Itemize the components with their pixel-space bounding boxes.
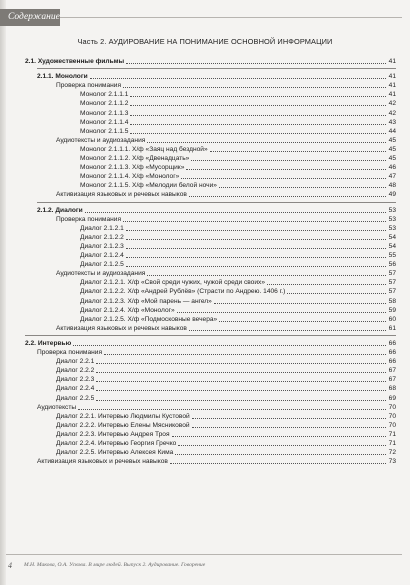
toc-entry[interactable]: [56, 366, 396, 375]
dot-leader: [175, 454, 386, 455]
toc-entry[interactable]: [56, 448, 396, 457]
dot-leader: [96, 363, 386, 364]
toc-entry-label: Активизация языковых и речевых навыков: [56, 324, 187, 332]
toc-entry-label: Диалог 2.1.2.4: [80, 252, 124, 259]
toc-entry-page: 57: [388, 279, 396, 287]
toc-entry[interactable]: [80, 154, 396, 163]
toc-entry[interactable]: [56, 215, 396, 224]
toc-entry-label: 2.1.1. Монологи: [37, 73, 88, 81]
toc-entry-label: Диалог 2.2.3: [56, 376, 95, 384]
toc-entry[interactable]: [37, 457, 396, 466]
toc-entry-label: Диалог 2.1.2.1: [80, 224, 124, 232]
toc-entry-label: Активизация языковых и речевых навыков: [56, 191, 187, 199]
dot-leader: [189, 330, 386, 331]
toc-entry-label: Аудиотексты: [37, 403, 77, 411]
dot-leader: [210, 151, 386, 152]
dot-leader: [126, 266, 386, 267]
toc-entry-label: Монолог 2.1.1.1: [80, 91, 129, 99]
dot-leader: [219, 187, 386, 188]
toc-entry[interactable]: [25, 57, 396, 66]
toc-entry-page: 71: [388, 430, 396, 438]
toc-entry-label: Монолог 2.1.1.1. Х/ф «Заяц над бездной»: [80, 145, 208, 153]
toc-entry[interactable]: [56, 375, 396, 384]
toc-entry-page: 57: [388, 288, 396, 296]
toc-entry-label: Монолог 2.1.1.2. Х/ф «Двенадцать»: [80, 155, 190, 162]
toc-entry-page: 66: [388, 358, 396, 366]
toc-entry-page: 45: [388, 155, 396, 162]
toc-entry-label: 2.1.2. Диалоги: [37, 206, 83, 214]
toc-entry-page: 71: [388, 440, 396, 447]
header-rule: [60, 17, 402, 18]
toc-entry-label: Диалог 2.1.2.2. Х/ф «Андрей Рублёв» (Страсти по Андрею. 1406 г.): [80, 288, 286, 296]
toc-entry-label: Аудиотексты и аудиозадания: [56, 270, 146, 278]
toc-entry-label: Монолог 2.1.1.4. Х/ф «Монолог»: [80, 173, 180, 181]
dot-leader: [147, 275, 386, 276]
toc-entry[interactable]: [37, 206, 396, 215]
toc-entry-page: 46: [388, 164, 396, 172]
toc-entry[interactable]: [37, 348, 396, 357]
subsection-divider: [37, 68, 396, 69]
dot-leader: [191, 160, 386, 161]
toc-entry[interactable]: [80, 297, 396, 306]
toc-entry-label: Монолог 2.1.1.3. Х/ф «Мусорщик»: [80, 164, 185, 172]
dot-leader: [96, 390, 386, 391]
toc-entry-page: 67: [388, 367, 396, 375]
dot-leader: [123, 221, 386, 222]
dot-leader: [130, 124, 386, 125]
footer-rule: [6, 554, 402, 555]
toc-entry-page: 54: [388, 233, 396, 241]
toc-entry-label: Монолог 2.1.1.2: [80, 100, 129, 108]
toc-entry-label: Аудиотексты и аудиозадания: [56, 136, 146, 144]
toc-entry-label: Монолог 2.1.1.4: [80, 118, 129, 126]
toc-entry-page: 70: [388, 403, 396, 411]
toc-entry-label: Диалог 2.1.2.3. Х/ф «Мой парень — ангел»: [80, 297, 212, 305]
toc-entry[interactable]: [80, 287, 396, 296]
toc-entry-page: 70: [388, 412, 396, 420]
toc-entry-label: Проверка понимания: [56, 215, 122, 223]
toc-entry-label: Диалог 2.1.2.3: [80, 242, 124, 250]
dot-leader: [96, 400, 386, 401]
dot-leader: [85, 212, 386, 213]
toc-entry[interactable]: [56, 394, 396, 403]
toc-entry-page: 45: [388, 136, 396, 144]
section-divider: [25, 335, 396, 336]
dot-leader: [130, 133, 386, 134]
toc-entry-page: 68: [388, 385, 396, 393]
toc-entry-page: 41: [388, 91, 396, 99]
toc-entry-label: 2.2. Интервью: [25, 339, 72, 347]
toc-entry-page: 47: [388, 173, 396, 181]
toc-entry[interactable]: [56, 324, 396, 333]
toc-entry-page: 59: [388, 306, 396, 314]
toc-entry-page: 67: [388, 376, 396, 384]
toc-entry-page: 41: [388, 82, 396, 90]
toc-entry-page: 41: [388, 58, 396, 65]
dot-leader: [177, 312, 386, 313]
toc-entry-page: 73: [388, 458, 396, 466]
toc-entry-page: 55: [388, 252, 396, 259]
toc-entry[interactable]: [80, 172, 396, 181]
part-title: Часть 2. АУДИРОВАНИЕ НА ПОНИМАНИЕ ОСНОВНОЙ ИНФОРМАЦИИ: [77, 37, 333, 46]
toc-entry-page: 44: [388, 127, 396, 135]
toc-entry[interactable]: [80, 118, 396, 127]
dot-leader: [130, 115, 386, 116]
toc-entry-page: 57: [388, 270, 396, 278]
toc-entry[interactable]: [80, 315, 396, 324]
toc-entry[interactable]: [80, 163, 396, 172]
toc-entry-label: Диалог 2.1.2.4. Х/ф «Монолог»: [80, 306, 175, 314]
toc-entry[interactable]: [80, 99, 396, 108]
toc-entry-label: Проверка понимания: [56, 82, 122, 90]
toc-entry-page: 49: [388, 191, 396, 199]
toc-entry-label: Диалог 2.2.4. Интервью Георгия Гречко: [56, 440, 177, 447]
toc-entry-label: Диалог 2.2.5. Интервью Алексея Кима: [56, 449, 174, 457]
toc-entry-label: Диалог 2.1.2.5. Х/ф «Подмосковные вечера»: [80, 315, 218, 323]
dot-leader: [170, 463, 386, 464]
toc-entry-page: 53: [388, 224, 396, 232]
toc-entry-page: 53: [388, 215, 396, 223]
toc-entry[interactable]: [80, 251, 396, 260]
toc-entry-label: Монолог 2.1.1.3: [80, 109, 129, 117]
toc-entry-page: 54: [388, 242, 396, 250]
dot-leader: [214, 303, 386, 304]
toc-entry[interactable]: [56, 421, 396, 430]
toc-entry-label: Монолог 2.1.1.5: [80, 127, 129, 135]
toc-entry-page: 42: [388, 100, 396, 108]
dot-leader: [192, 418, 386, 419]
toc-entry-page: 42: [388, 109, 396, 117]
toc-entry-label: Проверка понимания: [37, 349, 103, 356]
toc-entry-page: 58: [388, 297, 396, 305]
toc-entry[interactable]: [80, 127, 396, 136]
toc-entry-label: 2.1. Художественные фильмы: [25, 58, 125, 65]
dot-leader: [267, 284, 386, 285]
dot-leader: [147, 142, 386, 143]
toc-entry[interactable]: [56, 190, 396, 199]
dot-leader: [172, 436, 386, 437]
toc-entry-page: 45: [388, 145, 396, 153]
dot-leader: [123, 87, 386, 88]
toc-entry[interactable]: [80, 260, 396, 269]
dot-leader: [96, 381, 386, 382]
toc-entry-page: 61: [388, 324, 396, 332]
toc-entry-label: Монолог 2.1.1.5. Х/ф «Мелодии белой ночи»: [80, 182, 217, 190]
dot-leader: [287, 293, 386, 294]
toc-entry-label: Диалог 2.2.4: [56, 385, 95, 393]
toc-entry-page: 66: [388, 339, 396, 347]
toc-entry-label: Активизация языковых и речевых навыков: [37, 458, 168, 466]
toc-entry[interactable]: [56, 357, 396, 366]
toc-entry-page: 72: [388, 449, 396, 457]
toc-entry-page: 56: [388, 261, 396, 269]
toc-entry-page: 69: [388, 394, 396, 402]
toc-entry-label: Диалог 2.2.5: [56, 394, 95, 402]
toc-entry[interactable]: [56, 136, 396, 145]
toc-entry[interactable]: [80, 306, 396, 315]
dot-leader: [130, 105, 386, 106]
dot-leader: [126, 63, 386, 64]
toc-entry[interactable]: [80, 242, 396, 251]
dot-leader: [181, 178, 386, 179]
toc-entry[interactable]: [80, 278, 396, 287]
toc-entry[interactable]: [80, 181, 396, 190]
dot-leader: [78, 409, 386, 410]
toc-entry[interactable]: [80, 109, 396, 118]
dot-leader: [90, 78, 386, 79]
toc-entry[interactable]: [37, 403, 396, 412]
toc-entry[interactable]: [56, 439, 396, 448]
toc-entry[interactable]: [37, 72, 396, 81]
dot-leader: [189, 196, 386, 197]
toc-entry-page: 70: [388, 421, 396, 429]
page-edge: [0, 0, 6, 585]
dot-leader: [178, 445, 386, 446]
toc-entry-label: Диалог 2.2.2: [56, 367, 95, 375]
toc-entry-label: Диалог 2.1.2.1. Х/ф «Свой среди чужих, чужой среди своих»: [80, 279, 265, 287]
toc-entry-page: 66: [388, 349, 396, 356]
toc-entry[interactable]: [56, 384, 396, 393]
toc-entry[interactable]: [56, 412, 396, 421]
dot-leader: [96, 372, 386, 373]
toc-entry[interactable]: [80, 224, 396, 233]
toc-entry-label: Диалог 2.2.1. Интервью Людмилы Кустовой: [56, 412, 190, 420]
toc-entry[interactable]: [25, 339, 396, 348]
toc-entry-label: Диалог 2.1.2.2: [80, 233, 124, 241]
dot-leader: [126, 257, 386, 258]
toc-entry-page: 43: [388, 118, 396, 126]
dot-leader: [219, 321, 386, 322]
subsection-divider: [37, 202, 396, 203]
footer-citation: М.Н. Макова, О.А. Ускова. В мире людей. Выпуск 2. Аудирование. Говорение: [24, 562, 206, 568]
section-label: Содержание: [0, 9, 60, 26]
dot-leader: [192, 427, 386, 428]
dot-leader: [126, 248, 386, 249]
dot-leader: [126, 230, 386, 231]
dot-leader: [130, 96, 386, 97]
toc-entry[interactable]: [56, 81, 396, 90]
toc-entry-label: Диалог 2.2.1: [56, 358, 95, 366]
toc-entry-page: 53: [388, 206, 396, 214]
toc-entry-page: 41: [388, 73, 396, 81]
toc-entry-label: Диалог 2.1.2.5: [80, 261, 124, 269]
toc-entry-label: Диалог 2.2.2. Интервью Елены Мясниковой: [56, 421, 190, 429]
dot-leader: [186, 169, 386, 170]
toc-entry[interactable]: [80, 145, 396, 154]
toc-entry-page: 48: [388, 182, 396, 190]
dot-leader: [126, 239, 386, 240]
toc-entry-page: 60: [388, 315, 396, 323]
dot-leader: [104, 354, 386, 355]
toc-entry[interactable]: [56, 269, 396, 278]
toc-entry[interactable]: [80, 90, 396, 99]
dot-leader: [73, 345, 386, 346]
toc-entry[interactable]: [80, 233, 396, 242]
toc-entry-label: Диалог 2.2.3. Интервью Андрея Троя: [56, 430, 170, 438]
page-number: 4: [8, 561, 12, 570]
toc-entry[interactable]: [56, 430, 396, 439]
